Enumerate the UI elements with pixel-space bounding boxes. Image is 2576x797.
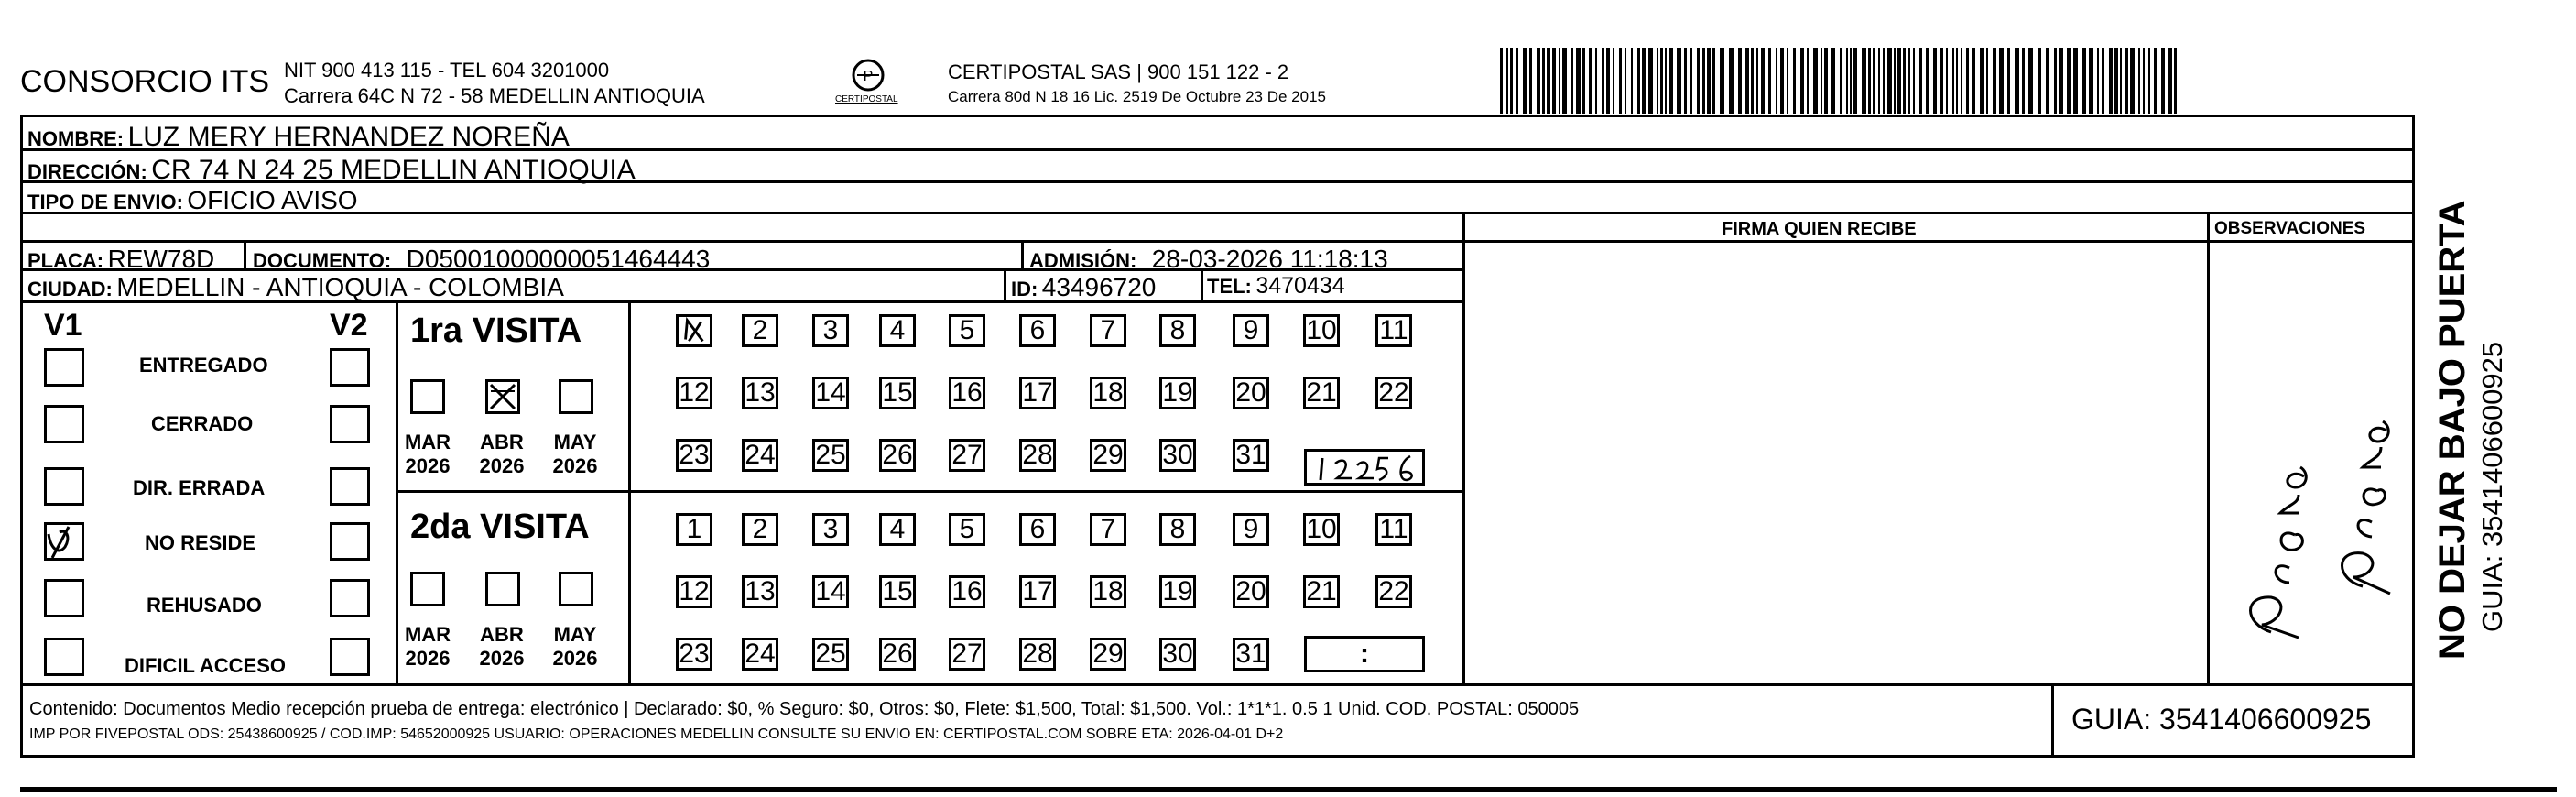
v2-dificil-acceso-checkbox[interactable] (330, 638, 370, 676)
v1-cerrado-checkbox[interactable] (44, 405, 84, 443)
barcode-bar (1850, 48, 1852, 114)
barcode-bar (1824, 48, 1828, 114)
barcode-bar (2154, 48, 2157, 114)
barcode-bar (1552, 48, 1556, 114)
barcode-bar (2046, 48, 2049, 114)
barcode-bar (1972, 48, 1975, 114)
barcode-bar (1780, 48, 1784, 114)
barcode-bar (2028, 48, 2033, 114)
no-dejar-bajo-puerta: NO DEJAR BAJO PUERTA (2432, 200, 2473, 660)
barcode-bar (1606, 48, 1610, 114)
barcode-bar (1993, 48, 1996, 114)
second-visit-day-7[interactable]: 7 (1090, 513, 1126, 546)
barcode-bar (1648, 48, 1653, 114)
v2-no-reside-checkbox[interactable] (330, 522, 370, 561)
barcode-bar (2082, 48, 2086, 114)
second-visit-day-21[interactable]: 21 (1303, 575, 1340, 608)
second-visit-day-2[interactable]: 2 (742, 513, 778, 546)
company-nit: NIT 900 413 115 - TEL 604 3201000 (284, 59, 610, 82)
barcode-bar (1720, 48, 1724, 114)
first-visit-day-26[interactable]: 26 (879, 439, 916, 472)
barcode-bar (1542, 48, 1545, 114)
first-visit-month-abr: ABR 2026 (479, 431, 525, 478)
first-visit-day-20[interactable]: 20 (1233, 377, 1269, 409)
first-visit-day-28[interactable]: 28 (1019, 439, 1056, 472)
barcode-bar (2102, 48, 2104, 114)
second-visit-month-mar: MAR 2026 (404, 623, 451, 671)
v2-dir-errada-checkbox[interactable] (330, 467, 370, 506)
barcode-bar (1756, 48, 1758, 114)
second-visit-day-23[interactable]: 23 (676, 638, 712, 671)
barcode-bar (1677, 48, 1681, 114)
barcode-bar (1559, 48, 1560, 114)
barcode-bar (1868, 48, 1871, 114)
barcode-bar (1589, 48, 1592, 114)
certipostal-logo (831, 55, 905, 110)
certipostal-address: Carrera 80d N 18 16 Lic. 2519 De Octubre 23 De 2015 (948, 88, 1326, 105)
barcode-bar (1562, 48, 1567, 114)
side-text-group (2425, 147, 2553, 660)
admision-value: 28-03-2026 11:18:13 (1151, 245, 1388, 273)
barcode-bar (1729, 48, 1734, 114)
first-visit-month-may: MAY 2026 (552, 431, 598, 478)
direccion-value: CR 74 N 24 25 MEDELLIN ANTIOQUIA (151, 155, 636, 185)
barcode-bar (1919, 48, 1922, 114)
second-visit-title: 2da VISITA (410, 508, 590, 546)
barcode-bar (2161, 48, 2165, 114)
barcode-bar (1894, 48, 1896, 114)
first-visit-day-10[interactable]: 10 (1303, 314, 1340, 347)
observaciones-header: OBSERVACIONES (2214, 219, 2366, 238)
placa-label: PLACA: (27, 249, 104, 272)
barcode-bar (1582, 48, 1585, 114)
barcode-bar (1523, 48, 1527, 114)
barcode-bar (1669, 48, 1673, 114)
first-visit-month-mar: MAR 2026 (404, 431, 451, 478)
handwritten-mark (679, 316, 710, 345)
v1-label: V1 (44, 308, 82, 343)
first-visit-day-3[interactable]: 3 (812, 314, 849, 347)
first-visit-may-checkbox[interactable] (559, 379, 593, 414)
barcode-bar (1637, 48, 1640, 114)
barcode-bar (1707, 48, 1711, 114)
barcode-bar (1642, 48, 1646, 114)
second-visit-day-6[interactable]: 6 (1019, 513, 1056, 546)
barcode-bar (1793, 48, 1796, 114)
placa-value: REW78D (107, 245, 215, 273)
barcode-bar (2143, 48, 2145, 114)
barcode-bar (1956, 48, 1958, 114)
nombre-value: LUZ MERY HERNANDEZ NOREÑA (127, 122, 570, 152)
second-visit-day-1[interactable]: 1 (676, 513, 712, 546)
barcode-bar (2059, 48, 2063, 114)
nombre-label: NOMBRE: (27, 127, 125, 150)
firma-header: FIRMA QUIEN RECIBE (1722, 219, 1917, 239)
first-visit-day-25[interactable]: 25 (812, 439, 849, 472)
barcode-bar (1787, 48, 1788, 114)
barcode (1500, 48, 2179, 114)
barcode-bar (2089, 48, 2093, 114)
barcode-bar (1840, 48, 1842, 114)
contenido-text: Contenido: Documentos Medio recepción prueba de entrega: electrónico | Declarado: $0, % Seguro: $0, Otros: $0, Flete: $1,500, Total: $1,500. Vol.: 1*1*1. 0.5 1 Unid. COD. POSTAL: 050005 (29, 699, 1580, 719)
barcode-bar (2109, 48, 2113, 114)
admision-label: ADMISIÓN: (1029, 249, 1137, 272)
barcode-bar (1933, 48, 1937, 114)
second-visit-day-19[interactable]: 19 (1159, 575, 1196, 608)
v2-rehusado-checkbox[interactable] (330, 579, 370, 617)
first-visit-day-5[interactable]: 5 (949, 314, 985, 347)
barcode-bar (1807, 48, 1809, 114)
first-visit-day-21[interactable]: 21 (1303, 377, 1340, 409)
barcode-bar (1946, 48, 1948, 114)
barcode-bar (1697, 48, 1700, 114)
first-visit-day-23[interactable]: 23 (676, 439, 712, 472)
barcode-bar (1961, 48, 1962, 114)
barcode-bar (1831, 48, 1835, 114)
barcode-bar (1897, 48, 1901, 114)
barcode-bar (1576, 48, 1581, 114)
barcode-bar (1537, 48, 1540, 114)
barcode-bar (2130, 48, 2135, 114)
barcode-bar (2073, 48, 2078, 114)
first-visit-mar-checkbox[interactable] (410, 379, 445, 414)
barcode-bar (1966, 48, 1969, 114)
handwritten-check-mark (41, 519, 96, 562)
id-value: 43496720 (1041, 273, 1157, 301)
first-visit-day-8[interactable]: 8 (1159, 314, 1196, 347)
side-guia: GUIA: 3541406600925 (2476, 341, 2508, 632)
second-visit-day-9[interactable]: 9 (1233, 513, 1269, 546)
certipostal-name: CERTIPOSTAL SAS | 900 151 122 - 2 (948, 60, 1289, 83)
second-visit-day-8[interactable]: 8 (1159, 513, 1196, 546)
first-visit-day-22[interactable]: 22 (1375, 377, 1412, 409)
first-visit-day-7[interactable]: 7 (1090, 314, 1126, 347)
second-visit-day-24[interactable]: 24 (742, 638, 778, 671)
barcode-bar (1908, 48, 1910, 114)
second-visit-day-13[interactable]: 13 (742, 575, 778, 608)
second-visit-day-30[interactable]: 30 (1159, 638, 1196, 671)
first-visit-day-12[interactable]: 12 (676, 377, 712, 409)
barcode-bar (1940, 48, 1943, 114)
barcode-bar (1853, 48, 1857, 114)
barcode-bar (1657, 48, 1658, 114)
first-visit-day-9[interactable]: 9 (1233, 314, 1269, 347)
barcode-bar (1631, 48, 1633, 114)
tipo-value: OFICIO AVISO (187, 186, 358, 214)
v1-no-reside-checkbox[interactable] (44, 522, 84, 561)
logo-text: CERTIPOSTAL (835, 94, 898, 104)
first-visit-time-handwriting (1310, 449, 1421, 486)
barcode-bar (2125, 48, 2128, 114)
tel-value: 3470434 (1255, 273, 1345, 299)
second-visit-day-3[interactable]: 3 (812, 513, 849, 546)
barcode-bar (1510, 48, 1513, 114)
barcode-bar (1547, 48, 1550, 114)
v2-label: V2 (330, 308, 368, 343)
second-visit-day-22[interactable]: 22 (1375, 575, 1412, 608)
status-rehusado: REHUSADO (147, 594, 262, 617)
v1-rehusado-checkbox[interactable] (44, 579, 84, 617)
barcode-bar (1986, 48, 1988, 114)
second-visit-day-16[interactable]: 16 (949, 575, 985, 608)
second-visit-month-may: MAY 2026 (552, 623, 598, 671)
barcode-bar (1768, 48, 1771, 114)
first-visit-abr-checkbox[interactable] (485, 379, 520, 414)
status-entregado: ENTREGADO (139, 354, 268, 377)
svg-text:P: P (863, 69, 874, 84)
barcode-bar (2138, 48, 2140, 114)
barcode-bar (1613, 48, 1614, 114)
second-visit-day-4[interactable]: 4 (879, 513, 916, 546)
barcode-bar (1800, 48, 1804, 114)
second-visit-day-31[interactable]: 31 (1233, 638, 1269, 671)
first-visit-day-4[interactable]: 4 (879, 314, 916, 347)
first-visit-day-27[interactable]: 27 (949, 439, 985, 472)
barcode-bar (1883, 48, 1885, 114)
barcode-bar (2168, 48, 2172, 114)
first-visit-day-18[interactable]: 18 (1090, 377, 1126, 409)
second-visit-day-20[interactable]: 20 (1233, 575, 1269, 608)
second-visit-may-checkbox[interactable] (559, 572, 593, 606)
barcode-bar (1878, 48, 1880, 114)
second-visit-day-5[interactable]: 5 (949, 513, 985, 546)
barcode-bar (1745, 48, 1749, 114)
first-visit-day-1[interactable] (676, 314, 712, 347)
v1-entregado-checkbox[interactable] (44, 348, 84, 387)
barcode-bar (2015, 48, 2019, 114)
barcode-bar (1684, 48, 1687, 114)
barcode-bar (1712, 48, 1715, 114)
second-visit-day-10[interactable]: 10 (1303, 513, 1340, 546)
barcode-bar (1500, 48, 1503, 114)
barcode-bar (2174, 48, 2177, 114)
barcode-bar (1952, 48, 1954, 114)
barcode-bar (2120, 48, 2122, 114)
second-visit-day-14[interactable]: 14 (812, 575, 849, 608)
first-visit-day-31[interactable]: 31 (1233, 439, 1269, 472)
first-visit-day-16[interactable]: 16 (949, 377, 985, 409)
status-no-reside: NO RESIDE (145, 531, 256, 554)
barcode-bar (1821, 48, 1822, 114)
barcode-bar (1690, 48, 1692, 114)
barcode-bar (2148, 48, 2150, 114)
barcode-bar (2097, 48, 2099, 114)
v1-dir-errada-checkbox[interactable] (44, 467, 84, 506)
ciudad-value: MEDELLIN - ANTIOQUIA - COLOMBIA (116, 273, 564, 301)
v2-entregado-checkbox[interactable] (330, 348, 370, 387)
barcode-bar (1751, 48, 1754, 114)
first-visit-day-15[interactable]: 15 (879, 377, 916, 409)
second-visit-day-17[interactable]: 17 (1019, 575, 1056, 608)
barcode-bar (1846, 48, 1848, 114)
first-visit-title: 1ra VISITA (410, 311, 582, 350)
first-visit-day-17[interactable]: 17 (1019, 377, 1056, 409)
first-visit-day-13[interactable]: 13 (742, 377, 778, 409)
ciudad-label: CIUDAD: (27, 278, 113, 300)
status-cerrado: CERRADO (151, 412, 254, 435)
barcode-bar (2114, 48, 2118, 114)
first-visit-day-6[interactable]: 6 (1019, 314, 1056, 347)
second-visit-day-11[interactable]: 11 (1375, 513, 1412, 546)
barcode-bar (1619, 48, 1622, 114)
second-visit-day-18[interactable]: 18 (1090, 575, 1126, 608)
barcode-bar (2054, 48, 2057, 114)
barcode-bar (1506, 48, 1508, 114)
barcode-bar (1926, 48, 1929, 114)
barcode-bar (1776, 48, 1777, 114)
documento-label: DOCUMENTO: (253, 249, 392, 272)
id-label: ID: (1011, 278, 1038, 300)
documento-value: D05001000000051464443 (406, 245, 711, 273)
barcode-bar (1702, 48, 1705, 114)
status-dificil-acceso: DIFICIL ACCESO (125, 654, 287, 677)
first-visit-day-11[interactable]: 11 (1375, 314, 1412, 347)
barcode-bar (1516, 48, 1518, 114)
barcode-bar (1529, 48, 1532, 114)
imp-text: IMP POR FIVEPOSTAL ODS: 25438600925 / COD.IMP: 54652000925 USUARIO: OPERACIONES MEDELLIN CONSULTE SU ENVIO EN: CERTIPOSTAL.COM SOBRE ETA: 2026-04-01 D+2 (29, 726, 1284, 742)
second-visit-day-12[interactable]: 12 (676, 575, 712, 608)
barcode-bar (1887, 48, 1892, 114)
second-visit-day-25[interactable]: 25 (812, 638, 849, 671)
second-visit-time-box[interactable]: : (1304, 636, 1425, 672)
v2-cerrado-checkbox[interactable] (330, 405, 370, 443)
second-visit-mar-checkbox[interactable] (410, 572, 445, 606)
first-visit-day-14[interactable]: 14 (812, 377, 849, 409)
barcode-bar (1862, 48, 1866, 114)
observations-handwriting (2234, 330, 2399, 660)
v1-dificil-acceso-checkbox[interactable] (44, 638, 84, 676)
first-visit-day-29[interactable]: 29 (1090, 439, 1126, 472)
second-visit-day-15[interactable]: 15 (879, 575, 916, 608)
barcode-bar (1625, 48, 1626, 114)
company-name: CONSORCIO ITS (20, 64, 270, 99)
status-dir-errada: DIR. ERRADA (133, 476, 266, 499)
barcode-bar (2022, 48, 2025, 114)
barcode-bar (1761, 48, 1765, 114)
barcode-bar (1980, 48, 1984, 114)
barcode-bar (2038, 48, 2041, 114)
barcode-bar (1913, 48, 1915, 114)
second-visit-abr-checkbox[interactable] (485, 572, 520, 606)
first-visit-day-2[interactable]: 2 (742, 314, 778, 347)
tel-label: TEL: (1207, 275, 1252, 298)
barcode-bar (1999, 48, 2004, 114)
barcode-bar (2067, 48, 2071, 114)
barcode-bar (1571, 48, 1573, 114)
second-visit-month-abr: ABR 2026 (479, 623, 525, 671)
first-visit-day-19[interactable]: 19 (1159, 377, 1196, 409)
first-visit-day-30[interactable]: 30 (1159, 439, 1196, 472)
second-visit-day-29[interactable]: 29 (1090, 638, 1126, 671)
barcode-bar (1602, 48, 1604, 114)
barcode-bar (1903, 48, 1906, 114)
barcode-bar (1665, 48, 1667, 114)
barcode-bar (1873, 48, 1875, 114)
x-mark (488, 382, 517, 411)
company-address: Carrera 64C N 72 - 58 MEDELLIN ANTIOQUIA (284, 84, 705, 107)
footer-guia: GUIA: 3541406600925 (2071, 703, 2372, 736)
barcode-bar (1660, 48, 1663, 114)
second-visit-day-26[interactable]: 26 (879, 638, 916, 671)
barcode-bar (1595, 48, 1597, 114)
second-visit-day-28[interactable]: 28 (1019, 638, 1056, 671)
tipo-label: TIPO DE ENVIO: (27, 191, 183, 213)
direccion-label: DIRECCIÓN: (27, 160, 147, 183)
first-visit-day-24[interactable]: 24 (742, 439, 778, 472)
second-visit-day-27[interactable]: 27 (949, 638, 985, 671)
barcode-bar (1813, 48, 1818, 114)
barcode-bar (1738, 48, 1742, 114)
barcode-bar (2007, 48, 2010, 114)
